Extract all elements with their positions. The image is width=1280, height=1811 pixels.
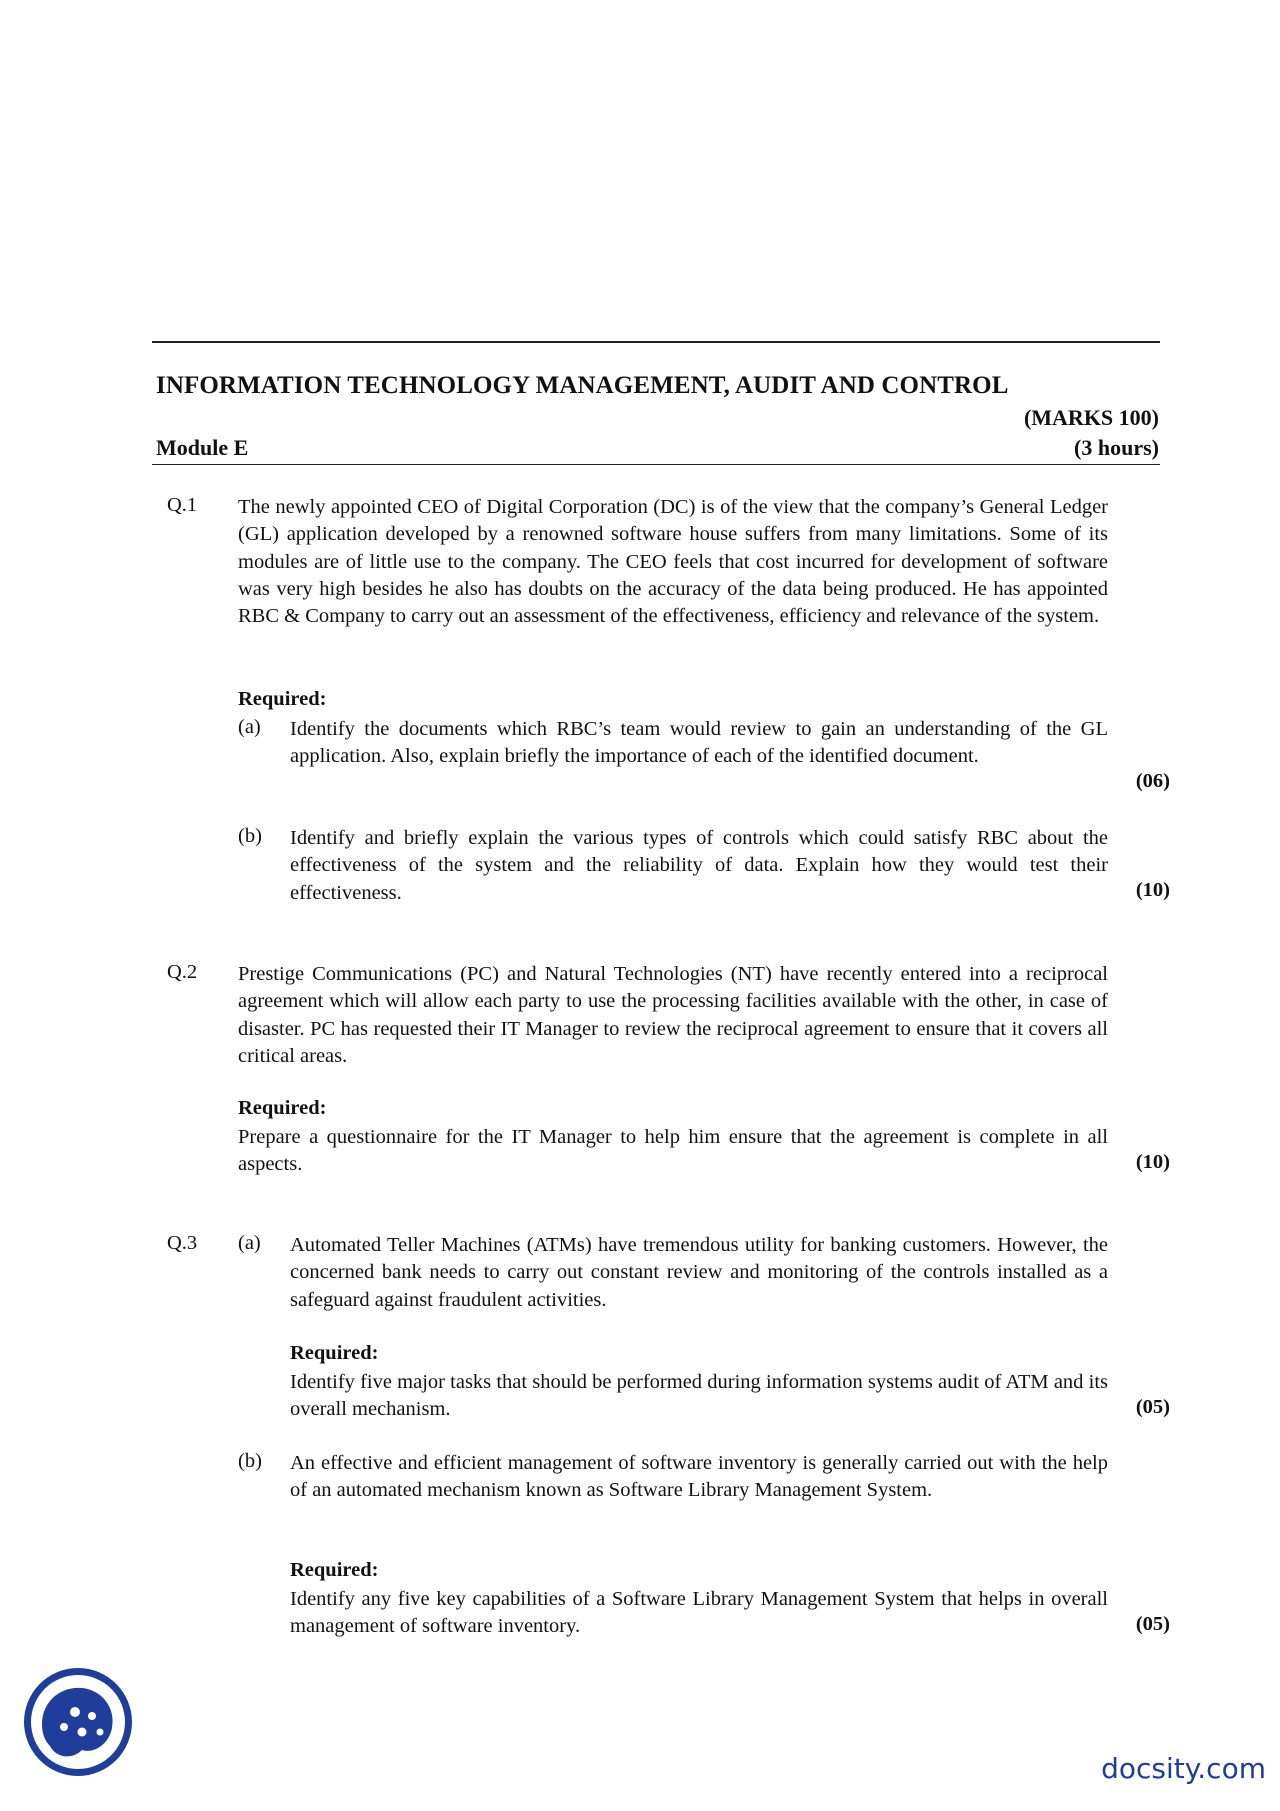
q2-required-text: Prepare a questionnaire for the IT Manager to help him ensure that the agreement is complete in all aspects. [238, 1126, 1108, 1176]
q3a-marks: (05) [1135, 1396, 1170, 1418]
q3b-label: (b) [238, 1450, 262, 1472]
q2-number: Q.2 [167, 961, 198, 983]
total-marks: (MARKS 100) [1023, 405, 1159, 430]
module-label: Module E [156, 435, 249, 460]
exam-duration: (3 hours) [1074, 435, 1159, 460]
q3b-required-label: Required: [290, 1559, 379, 1581]
q1-required-label: Required: [238, 688, 327, 710]
q2-required-label: Required: [238, 1097, 327, 1119]
header-top-rule [152, 341, 1160, 343]
q3b-required-text: Identify any five key capabilities of a Software Library Management System that helps in overall management of software inventory. [290, 1588, 1108, 1638]
q1a-label: (a) [238, 716, 261, 738]
q3a-required-label: Required: [290, 1342, 379, 1364]
q2-text: Prestige Communications (PC) and Natural Technologies (NT) have recently entered into a reciprocal agreement which will allow each party to use the processing facilities available with the other, in case of disaster. PC has requested their IT Manager to review the reciprocal agreement to ensure that it covers all critical areas. [238, 963, 1108, 1067]
q1b-text: Identify and briefly explain the various types of controls which could satisfy RBC about the effectiveness of the system and the reliability of data. Explain how they would test their effectiveness. [290, 827, 1108, 904]
q1a-marks: (06) [1135, 770, 1170, 792]
q3a-label: (a) [238, 1232, 261, 1254]
paper-title: INFORMATION TECHNOLOGY MANAGEMENT, AUDIT AND CONTROL [156, 372, 1009, 399]
q3a-required-text: Identify five major tasks that should be performed during information systems audit of ATM and its overall mechanism. [290, 1371, 1108, 1421]
q1b-marks: (10) [1135, 879, 1170, 901]
q3b-marks: (05) [1135, 1613, 1170, 1635]
q1a-text: Identify the documents which RBC’s team would review to gain an understanding of the GL application. Also, explain briefly the importance of each of the identified document. [290, 718, 1108, 768]
q3b-text: An effective and efficient management of software inventory is generally carried out with the help of an automated mechanism known as Software Library Management System. [290, 1452, 1108, 1502]
q1-text: The newly appointed CEO of Digital Corporation (DC) is of the view that the company’s General Ledger (GL) application developed by a renowned software house suffers from many limitations. Some of its modules are of little use to the company. The CEO feels that cost incurred for development of software was very high besides he also has doubts on the accuracy of the data being produced. He has appointed RBC & Company to carry out an assessment of the effectiveness, efficiency and relevance of the system. [238, 496, 1108, 628]
q3a-text: Automated Teller Machines (ATMs) have tremendous utility for banking customers. However, the concerned bank needs to carry out constant review and monitoring of the controls installed as a safeguard against fraudulent activities. [290, 1234, 1108, 1311]
q1-number: Q.1 [167, 494, 198, 516]
q1b-label: (b) [238, 825, 262, 847]
q2-marks: (10) [1135, 1151, 1170, 1173]
header-bottom-rule [152, 464, 1160, 465]
docsity-brand-link[interactable]: docsity.com [1101, 1752, 1266, 1785]
q3-number: Q.3 [167, 1232, 198, 1254]
docsity-logo-icon[interactable] [20, 1664, 136, 1780]
